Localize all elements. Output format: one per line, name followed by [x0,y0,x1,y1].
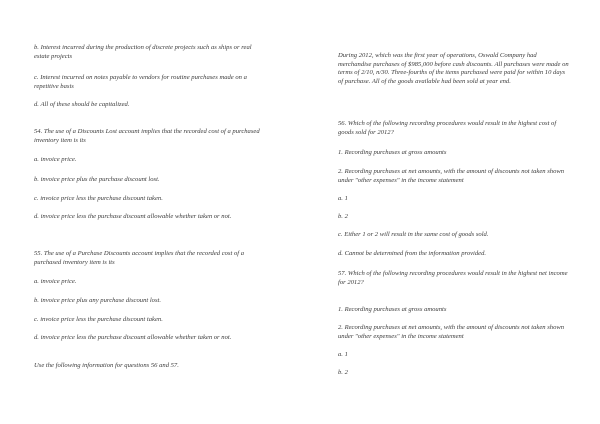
question-57-stem: 57. Which of the following recording procedures would result in the highest net income for 2012? [338,270,568,286]
question-57-option-b: b. 2 [338,369,348,376]
question-57-option-a: a. 1 [338,351,348,358]
option-d-previous: d. All of these should be capitalized. [34,101,130,108]
question-56-option-c: c. Either 1 or 2 will result in the same cost of goods sold. [338,231,489,238]
question-54-option-d: d. invoice price less the purchase discount allowable whether taken or not. [34,213,232,220]
question-57-item-1: 1. Recording purchases at gross amounts [338,306,447,313]
question-54-option-a: a. invoice price. [34,156,77,163]
info-note: Use the following information for questions 56 and 57. [34,362,179,369]
question-54-option-c: c. invoice price less the purchase discount taken. [34,195,163,202]
problem-info: During 2012, which was the first year of operations, Oswald Company had merchandise purchases of $985,000 before cash discounts. All purchases were made on terms of 2/10, n/30. Three-fourths of the items purchased were paid for within 10 days of purchase. All of the goods available had been sold at year end. [338,52,569,85]
question-56-stem: 56. Which of the following recording procedures would result in the highest cost of goods sold for 2012? [338,120,557,136]
question-56-option-d: d. Cannot be determined from the information provided. [338,250,487,257]
question-54-option-b: b. invoice price plus the purchase discount lost. [34,176,160,183]
question-56-item-2: 2. Recording purchases at net amounts, with the amount of discounts not taken shown under "other expenses" in the income statement [338,168,565,184]
option-c-previous: c. Interest incurred on notes payable to vendors for routine purchases made on a repetitive basis [34,74,247,90]
question-55-option-b: b. invoice price plus any purchase discount lost. [34,297,162,304]
question-55-option-a: a. invoice price. [34,278,77,285]
question-54-stem: 54. The use of a Discounts Lost account implies that the recorded cost of a purchased inventory item is its [34,128,260,144]
question-55-option-d: d. invoice price less the purchase discount allowable whether taken or not. [34,334,232,341]
question-55-option-c: c. invoice price less the purchase discount taken. [34,316,163,323]
question-56-option-b: b. 2 [338,213,348,220]
question-57-item-2: 2. Recording purchases at net amounts, with the amount of discounts not taken shown under "other expenses" in the income statement [338,324,565,340]
question-55-stem: 55. The use of a Purchase Discounts account implies that the recorded cost of a purchased inventory item is its [34,250,245,266]
question-56-option-a: a. 1 [338,195,348,202]
question-56-item-1: 1. Recording purchases at gross amounts [338,149,447,156]
option-b-previous: b. Interest incurred during the production of discrete projects such as ships or real estate projects [34,44,252,60]
